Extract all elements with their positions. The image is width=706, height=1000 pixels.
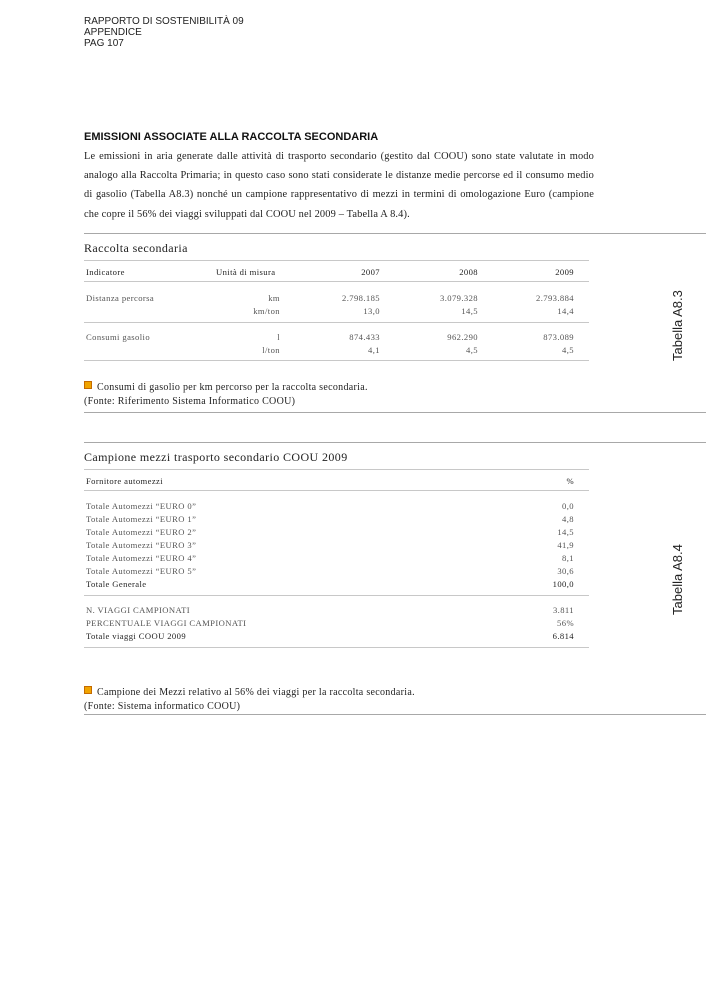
table1-caption-rule <box>84 412 706 413</box>
table2-total-value: 100,0 <box>552 579 574 589</box>
table2-top-rule <box>84 442 706 443</box>
table1-caption <box>84 381 368 409</box>
table2-label: Totale Automezzi “EURO 4” <box>86 553 197 563</box>
table1-header-bottom-rule <box>84 281 589 282</box>
section-name: APPENDICE <box>84 27 142 38</box>
page-header <box>84 16 244 49</box>
table2-value: 14,5 <box>557 527 574 537</box>
report-title: RAPPORTO DI SOSTENIBILITÀ 09 <box>84 16 244 27</box>
table2-header-top-rule <box>84 469 589 470</box>
table2-caption <box>84 686 415 714</box>
table2-value: 56% <box>557 618 574 628</box>
table2-label: PERCENTUALE VIAGGI CAMPIONATI <box>86 618 247 628</box>
table2-value: 8,1 <box>562 553 574 563</box>
table1-col-indicator: Indicatore <box>86 267 125 277</box>
table2-label: Totale Automezzi “EURO 2” <box>86 527 197 537</box>
table2-total-trips-label: Totale viaggi COOU 2009 <box>86 631 187 641</box>
table2-label: Totale Automezzi “EURO 3” <box>86 540 197 550</box>
table2-header-bottom-rule <box>84 490 589 491</box>
table2-col-percent: % <box>566 476 574 486</box>
table1-value-2008: 3.079.328 <box>440 293 478 303</box>
table1-value-2007: 2.798.185 <box>342 293 380 303</box>
table1-source: (Fonte: Riferimento Sistema Informatico COOU) <box>84 396 296 407</box>
table1-header-top-rule <box>84 260 589 261</box>
table1-value-2007: 4,1 <box>368 345 380 355</box>
table2-label: N. VIAGGI CAMPIONATI <box>86 605 191 615</box>
table2-total-trips-value: 6.814 <box>552 631 574 641</box>
table2-caption-rule <box>84 714 706 715</box>
table1-bottom-rule <box>84 360 589 361</box>
table1-value-2009: 2.793.884 <box>536 293 574 303</box>
bullet-square-icon <box>84 381 92 389</box>
table2-value: 41,9 <box>557 540 574 550</box>
table2-value: 3.811 <box>552 605 574 615</box>
table1-value-2007: 13,0 <box>363 306 380 316</box>
table2-value: 4,8 <box>562 514 574 524</box>
table1-unit: km <box>268 293 280 303</box>
table2-total-label: Totale Generale <box>86 579 147 589</box>
table1-col-2008: 2008 <box>459 267 478 277</box>
table1-col-unit: Unità di misura <box>216 267 276 277</box>
table2-label: Totale Automezzi “EURO 1” <box>86 514 197 524</box>
table1-col-2007: 2007 <box>361 267 380 277</box>
table1-indicator: Distanza percorsa <box>86 293 155 303</box>
table2-value: 30,6 <box>557 566 574 576</box>
intro-paragraph: Le emissioni in aria generate dalle attività di trasporto secondario (gestito dal COOU) sono state valutate in modo analogo alla Raccolta Primaria; in questo caso sono stati considerate le distanze medie percorse ed il consumo medio di gasolio (Tabella A8.3) nonché un campione rappresentativo di mezzi in termini di omologazione Euro (campione che copre il 56% dei viaggi sviluppati dal COOU nel 2009 – Tabella A 8.4). <box>84 151 594 220</box>
table1-value-2009: 873.089 <box>543 332 574 342</box>
table1-value-2008: 4,5 <box>466 345 478 355</box>
bullet-square-icon <box>84 686 92 694</box>
table1-value-2007: 874.433 <box>349 332 380 342</box>
table2-note: Campione dei Mezzi relativo al 56% dei viaggi per la raccolta secondaria. <box>97 687 415 698</box>
table2-bottom-rule <box>84 647 589 648</box>
table2-value: 0,0 <box>562 501 574 511</box>
page-number: PAG 107 <box>84 38 124 49</box>
table1-side-label: Tabella A8.3 <box>670 290 685 361</box>
table2-side-label: Tabella A8.4 <box>670 544 685 615</box>
table2-label: Totale Automezzi “EURO 0” <box>86 501 197 511</box>
table1-row-divider <box>84 322 589 323</box>
table1-title: Raccolta secondaria <box>84 241 188 255</box>
table1-top-rule <box>84 233 706 234</box>
table2-title: Campione mezzi trasporto secondario COOU 2009 <box>84 450 348 464</box>
table2-col-supplier: Fornitore automezzi <box>86 476 164 486</box>
table1-unit: l/ton <box>262 345 280 355</box>
table2-row-divider <box>84 595 589 596</box>
table1-indicator: Consumi gasolio <box>86 332 151 342</box>
section-title: EMISSIONI ASSOCIATE ALLA RACCOLTA SECONDARIA <box>84 131 379 143</box>
table2-label: Totale Automezzi “EURO 5” <box>86 566 197 576</box>
table1-value-2008: 962.290 <box>447 332 478 342</box>
table1-value-2008: 14,5 <box>461 306 478 316</box>
table2-source: (Fonte: Sistema informatico COOU) <box>84 701 241 712</box>
table1-value-2009: 14,4 <box>557 306 574 316</box>
table1-unit: km/ton <box>253 306 280 316</box>
table1-note: Consumi di gasolio per km percorso per la raccolta secondaria. <box>97 382 368 393</box>
table1-col-2009: 2009 <box>555 267 574 277</box>
table1-value-2009: 4,5 <box>562 345 574 355</box>
table1-unit: l <box>277 332 280 342</box>
